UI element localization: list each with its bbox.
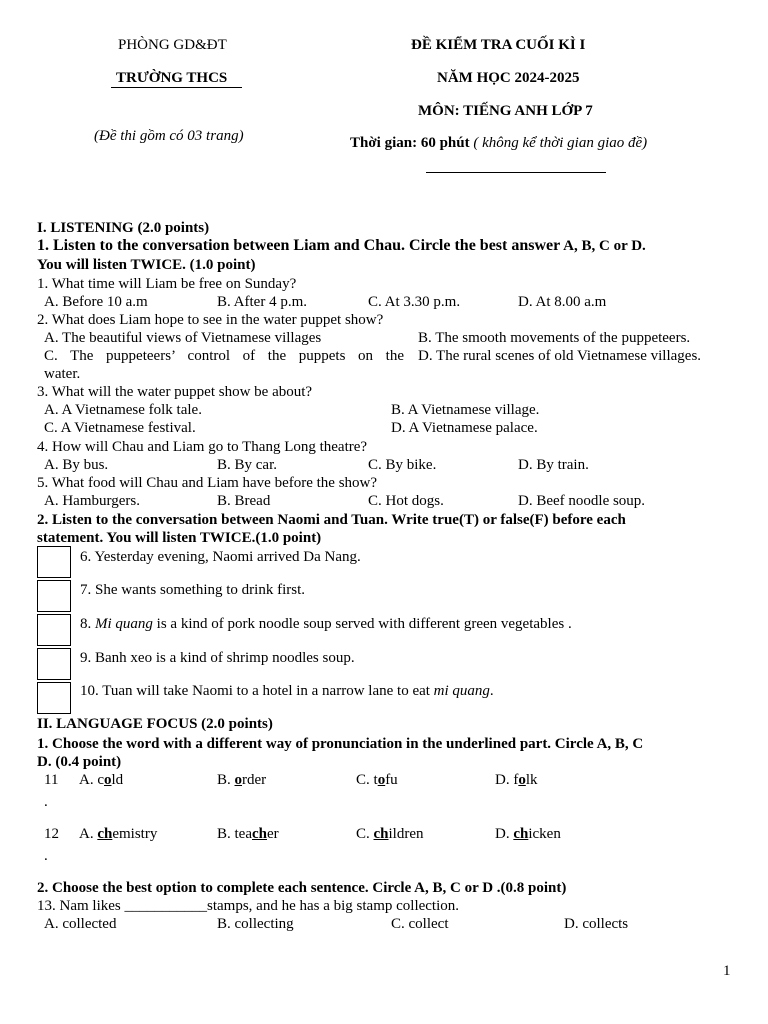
tf-answer-box-6[interactable] bbox=[37, 546, 71, 578]
q12-d-pre: D. bbox=[495, 826, 514, 842]
time-note: ( không kể thời gian giao đề) bbox=[469, 135, 648, 151]
q11-option-b[interactable] bbox=[217, 771, 266, 789]
question-3: 3. What will the water puppet show be about? bbox=[37, 384, 313, 400]
q12-number: 12 bbox=[44, 826, 59, 842]
q11-option-c[interactable] bbox=[356, 771, 398, 789]
q12-option-a[interactable] bbox=[79, 825, 157, 843]
q11-b-underlined: o bbox=[234, 772, 243, 788]
question-2: 2. What does Liam hope to see in the water puppet show? bbox=[37, 312, 384, 328]
statement-8 bbox=[80, 615, 572, 633]
q11-option-a[interactable] bbox=[79, 771, 123, 789]
school-underline bbox=[111, 87, 242, 88]
q12-c-post: ildren bbox=[388, 826, 424, 842]
statement-6: 6. Yesterday evening, Naomi arrived Da Nang. bbox=[80, 549, 361, 565]
tf-answer-box-7[interactable] bbox=[37, 580, 71, 612]
q13-option-a[interactable]: A. collected bbox=[44, 916, 117, 932]
q11-d-post: lk bbox=[525, 772, 538, 788]
q13-option-d[interactable]: D. collects bbox=[564, 916, 629, 932]
language-part2-heading: 2. Choose the best option to complete each sentence. Circle A, B, C or D .(0.8 point) bbox=[37, 880, 567, 896]
q11-b-post: rder bbox=[242, 772, 267, 788]
dept-name: PHÒNG GD&ĐT bbox=[118, 37, 227, 53]
statement-10 bbox=[80, 682, 494, 700]
statement-10-post: . bbox=[489, 683, 494, 699]
statement-7: 7. She wants something to drink first. bbox=[80, 582, 305, 598]
listening-title: I. LISTENING (2.0 points) bbox=[37, 220, 210, 236]
q12-a-underlined: ch bbox=[97, 826, 113, 842]
question-5: 5. What food will Chau and Liam have before the show? bbox=[37, 475, 378, 491]
q11-option-d[interactable] bbox=[495, 771, 538, 789]
q2-option-a[interactable]: A. The beautiful views of Vietnamese villages bbox=[44, 330, 322, 346]
q5-option-c[interactable]: C. Hot dogs. bbox=[368, 493, 444, 509]
statement-10-emphasis: mi quang bbox=[433, 683, 490, 699]
q3-option-c[interactable]: C. A Vietnamese festival. bbox=[44, 420, 196, 436]
q12-a-post: emistry bbox=[112, 826, 158, 842]
q12-b-post: er bbox=[267, 826, 279, 842]
q11-a-pre: A. c bbox=[79, 772, 104, 788]
tf-answer-box-9[interactable] bbox=[37, 648, 71, 680]
listening-part1-note: You will listen TWICE. (1.0 point) bbox=[37, 257, 256, 273]
q11-d-underlined: o bbox=[518, 772, 526, 788]
q12-option-c[interactable] bbox=[356, 825, 424, 843]
q4-option-a[interactable]: A. By bus. bbox=[44, 457, 109, 473]
q11-d-pre: D. f bbox=[495, 772, 519, 788]
q12-b-pre: B. tea bbox=[217, 826, 252, 842]
q4-option-b[interactable]: B. By car. bbox=[217, 457, 277, 473]
statement-9: 9. Banh xeo is a kind of shrimp noodles soup. bbox=[80, 650, 355, 666]
q5-option-a[interactable]: A. Hamburgers. bbox=[44, 493, 140, 509]
q12-option-b[interactable] bbox=[217, 825, 279, 843]
q2-option-d[interactable]: D. The rural scenes of old Vietnamese villages. bbox=[418, 348, 702, 364]
statement-10-pre: 10. Tuan will take Naomi to a hotel in a narrow lane to eat bbox=[80, 683, 434, 699]
q13-option-c[interactable]: C. collect bbox=[391, 916, 449, 932]
tf-answer-box-10[interactable] bbox=[37, 682, 71, 714]
part1-heading-text: 1. Listen to the conversation between Liam and Chau. Circle the best answer bbox=[37, 237, 561, 254]
q2-option-c[interactable]: C. The puppeteers’ control of the puppets on the bbox=[44, 348, 404, 364]
statement-8-pre: 8. bbox=[80, 616, 95, 632]
q1-option-c[interactable]: C. At 3.30 p.m. bbox=[368, 294, 461, 310]
listening-part2-heading: 2. Listen to the conversation between Naomi and Tuan. Write true(T) or false(F) before each bbox=[37, 512, 626, 528]
subject: MÔN: TIẾNG ANH LỚP 7 bbox=[418, 103, 593, 119]
q12-c-underlined: ch bbox=[373, 826, 389, 842]
language-title: II. LANGUAGE FOCUS (2.0 points) bbox=[37, 716, 273, 732]
part1-heading-options: A, B, C or D. bbox=[560, 238, 646, 254]
pages-note: (Đề thi gồm có 03 trang) bbox=[94, 128, 244, 144]
statement-8-post: is a kind of pork noodle soup served with different green vegetables . bbox=[152, 616, 572, 632]
school-year: NĂM HỌC 2024-2025 bbox=[437, 70, 580, 86]
q12-d-post: icken bbox=[528, 826, 561, 842]
q13-option-b[interactable]: B. collecting bbox=[217, 916, 294, 932]
q4-option-c[interactable]: C. By bike. bbox=[368, 457, 437, 473]
q11-a-post: ld bbox=[111, 772, 124, 788]
q2-option-b[interactable]: B. The smooth movements of the puppeteers. bbox=[418, 330, 691, 346]
q4-option-d[interactable]: D. By train. bbox=[518, 457, 589, 473]
page-number: 1 bbox=[723, 963, 731, 979]
tf-answer-box-8[interactable] bbox=[37, 614, 71, 646]
time-line bbox=[350, 134, 647, 152]
statement-8-emphasis: Mi quang bbox=[95, 616, 153, 632]
q12-c-pre: C. bbox=[356, 826, 374, 842]
language-part1-heading: 1. Choose the word with a different way of pronunciation in the underlined part. Circle A, B, C bbox=[37, 736, 644, 752]
q11-a-underlined: o bbox=[104, 772, 112, 788]
q12-option-d[interactable] bbox=[495, 825, 561, 843]
q11-b-pre: B. bbox=[217, 772, 235, 788]
q11-c-pre: C. t bbox=[356, 772, 378, 788]
school-name: TRƯỜNG THCS bbox=[116, 70, 228, 86]
question-4: 4. How will Chau and Liam go to Thang Long theatre? bbox=[37, 439, 368, 455]
question-1: 1. What time will Liam be free on Sunday? bbox=[37, 276, 297, 292]
q11-number: 11 bbox=[44, 772, 59, 788]
header-rule bbox=[426, 172, 606, 173]
language-part1-note: D. (0.4 point) bbox=[37, 754, 122, 770]
listening-part1-heading bbox=[37, 237, 646, 255]
q12-dot: . bbox=[44, 848, 48, 864]
question-13: 13. Nam likes ___________stamps, and he has a big stamp collection. bbox=[37, 898, 460, 914]
q11-dot: . bbox=[44, 794, 48, 810]
listening-part2-note: statement. You will listen TWICE.(1.0 point) bbox=[37, 530, 322, 546]
q12-b-underlined: ch bbox=[252, 826, 267, 842]
q12-a-pre: A. bbox=[79, 826, 98, 842]
time-label: Thời gian: 60 phút bbox=[350, 135, 470, 151]
exam-title: ĐỀ KIỂM TRA CUỐI KÌ I bbox=[411, 37, 586, 53]
q3-option-b[interactable]: B. A Vietnamese village. bbox=[391, 402, 540, 418]
q1-option-a[interactable]: A. Before 10 a.m bbox=[44, 294, 148, 310]
q12-d-underlined: ch bbox=[513, 826, 529, 842]
q5-option-d[interactable]: D. Beef noodle soup. bbox=[518, 493, 646, 509]
q5-option-b[interactable]: B. Bread bbox=[217, 493, 271, 509]
q3-option-a[interactable]: A. A Vietnamese folk tale. bbox=[44, 402, 202, 418]
q2-option-c-cont[interactable]: water. bbox=[44, 366, 81, 382]
q1-option-b[interactable]: B. After 4 p.m. bbox=[217, 294, 307, 310]
q3-option-d[interactable]: D. A Vietnamese palace. bbox=[391, 420, 538, 436]
q11-c-underlined: o bbox=[377, 772, 386, 788]
q11-c-post: fu bbox=[385, 772, 398, 788]
q1-option-d[interactable]: D. At 8.00 a.m bbox=[518, 294, 607, 310]
